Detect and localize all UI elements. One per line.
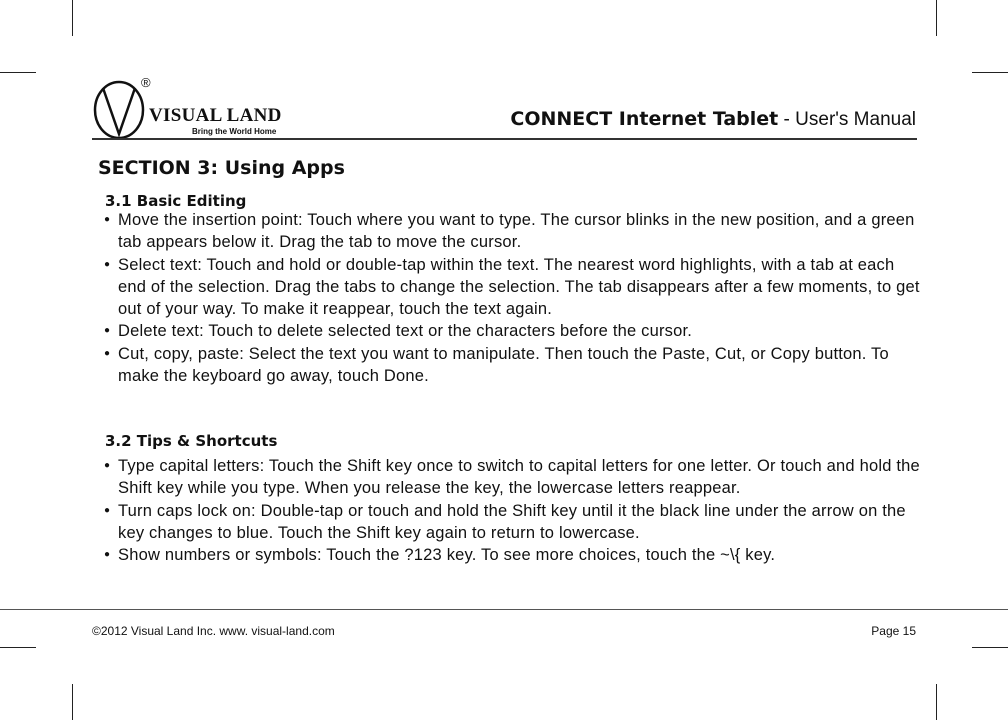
document-title-bold: CONNECT Internet Tablet xyxy=(510,108,779,130)
basic-editing-heading: 3.1 Basic Editing xyxy=(105,192,247,210)
tips-list xyxy=(104,455,926,566)
section-title: SECTION 3: Using Apps xyxy=(98,157,345,179)
logo-v-mark xyxy=(92,77,148,141)
crop-mark-right-upper xyxy=(972,72,1008,73)
list-item: ● Delete text: Touch to delete selected text or the characters before the cursor. xyxy=(104,320,926,342)
tips-heading: 3.2 Tips & Shortcuts xyxy=(105,432,278,450)
document-title-rest: - User's Manual xyxy=(778,109,916,130)
list-item: ● Show numbers or symbols: Touch the ?123 key. To see more choices, touch the ~\{ key. xyxy=(104,544,926,566)
crop-mark-right-lower xyxy=(972,647,1008,648)
document-title xyxy=(510,108,916,131)
copyright-text: ©2012 Visual Land Inc. www. visual-land.com xyxy=(92,624,335,638)
list-item: ● Type capital letters: Touch the Shift key once to switch to capital letters for one letter. Or touch and hold the Shift key while you type. When you release the key, the lowercase letters reappear. xyxy=(104,455,926,500)
list-item: ● Cut, copy, paste: Select the text you want to manipulate. Then touch the Paste, Cut, or Copy button. To make the keyboard go away, touch Done. xyxy=(104,343,926,388)
crop-mark-left-upper xyxy=(0,72,36,73)
logo-tagline: Bring the World Home xyxy=(192,127,277,136)
crop-mark-bottom-left xyxy=(72,684,73,720)
visual-land-logo xyxy=(92,77,292,141)
basic-editing-list xyxy=(104,209,926,387)
list-item: ● Select text: Touch and hold or double-tap within the text. The nearest word highlights, with a tab at each end of the selection. Drag the tabs to change the selection. The tab disappears after a few moments, to get out of your way. To make it reappear, touch the text again. xyxy=(104,254,926,321)
header-rule xyxy=(92,138,917,140)
list-item: ● Turn caps lock on: Double-tap or touch and hold the Shift key until it the black line under the arrow on the key changes to blue. Touch the Shift key again to return to lowercase. xyxy=(104,500,926,545)
crop-mark-bottom-right xyxy=(936,684,937,720)
footer-rule xyxy=(0,609,1008,610)
page-number: Page 15 xyxy=(871,624,916,638)
crop-mark-top-right xyxy=(936,0,937,36)
registered-mark: ® xyxy=(141,75,151,90)
crop-mark-top-left xyxy=(72,0,73,36)
list-item: ● Move the insertion point: Touch where you want to type. The cursor blinks in the new position, and a green tab appears below it. Drag the tab to move the cursor. xyxy=(104,209,926,254)
crop-mark-left-lower xyxy=(0,647,36,648)
logo-brand-name: VISUAL LAND xyxy=(149,105,282,126)
